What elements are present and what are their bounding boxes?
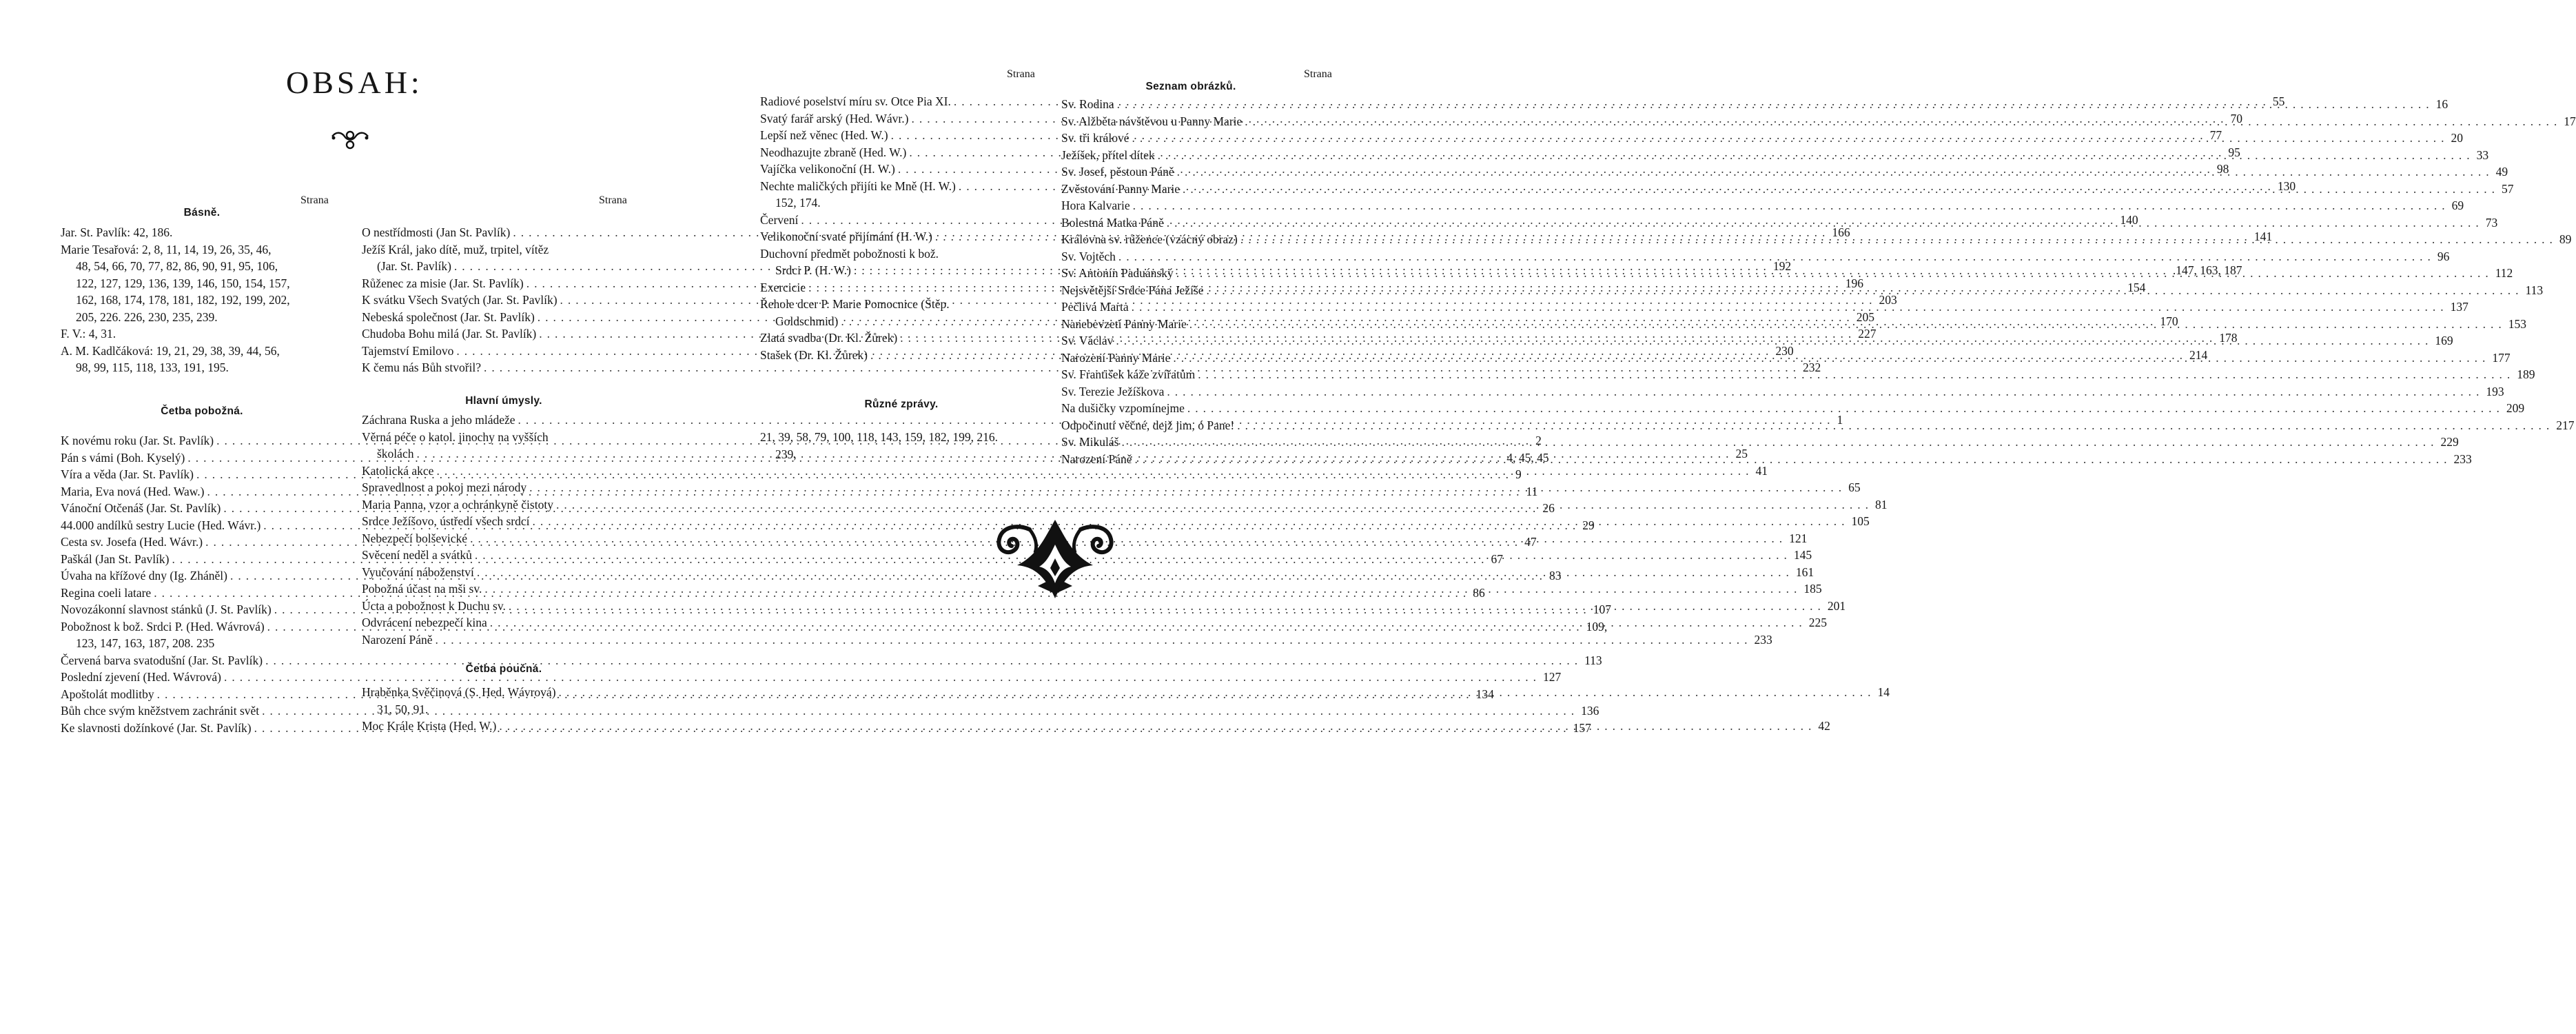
page-number: 26 bbox=[1542, 501, 1555, 515]
page-number: 96 bbox=[2437, 249, 2450, 263]
entry-title: Chudoba Bohu milá (Jar. St. Pavlík) bbox=[362, 327, 537, 341]
toc-entry bbox=[760, 296, 1043, 313]
page-number: 67 bbox=[1491, 551, 1503, 566]
text-line bbox=[61, 275, 343, 292]
entry-title: Duchovní předmět pobožnosti k bož. bbox=[760, 246, 939, 261]
page-number: 107 bbox=[1593, 602, 1611, 616]
dot-leader bbox=[1155, 147, 2475, 164]
page-number: 55 bbox=[2272, 94, 2285, 108]
entry-title: Stašek (Dr. Kl. Žůrek) bbox=[760, 347, 868, 362]
toc-entry bbox=[760, 194, 1043, 212]
entry-title: Hraběnka Svěčinová (S. Hed. Wávrová) bbox=[362, 685, 556, 699]
entry-title: Narození Panny Marie bbox=[1061, 350, 1171, 365]
dot-leader bbox=[527, 479, 1846, 496]
entry-title: Úcta a pobožnost k Duchu sv. bbox=[362, 598, 506, 613]
dot-leader bbox=[1187, 316, 2506, 333]
entry-title: Sv. Rodina bbox=[1061, 97, 1114, 111]
entry-title: K čemu nás Bůh stvořil? bbox=[362, 361, 482, 374]
page-number: 178 bbox=[2219, 331, 2238, 345]
entry-title: Svěcení neděl a svátků bbox=[362, 548, 472, 562]
entry-title: Na dušičky vzpomínejme bbox=[1061, 401, 1185, 415]
entry-title: Sv. Antonín Paduánský bbox=[1061, 266, 1174, 280]
page-number: 233 bbox=[2453, 452, 2472, 466]
entry-title: 31, 50, 91. bbox=[377, 702, 429, 716]
entry-title: Pán s vámi (Boh. Kyselý) bbox=[61, 450, 185, 465]
ruzne-zpravy-list bbox=[760, 429, 1043, 463]
toc-entry bbox=[1061, 400, 2525, 417]
entry-title: Odvrácení nebezpečí kina bbox=[362, 616, 487, 629]
text-line bbox=[61, 359, 343, 376]
entry-title: Srdci P. (H. W.) bbox=[775, 263, 851, 277]
entry-title: K svátku Všech Svatých (Jar. St. Pavlík) bbox=[362, 293, 558, 307]
text-line bbox=[61, 325, 343, 343]
entry-title: Maria Panna, vzor a ochránkyně čistoty bbox=[362, 497, 553, 511]
dot-leader bbox=[496, 718, 1816, 735]
entry-title: Sv. Josef, pěstoun Páně bbox=[1061, 165, 1174, 179]
dot-leader bbox=[467, 530, 1787, 547]
toc-entry bbox=[1061, 434, 2459, 451]
page-number: 230 bbox=[1775, 343, 1794, 358]
page-number: 201 bbox=[1827, 598, 1846, 613]
entry-title: Novozákonní slavnost stánků (J. St. Pavlík) bbox=[61, 602, 272, 616]
toc-entry bbox=[1061, 197, 2464, 214]
entry-title: Červení bbox=[760, 212, 799, 227]
dot-leader bbox=[487, 614, 1807, 631]
page-number: 16 bbox=[2435, 97, 2449, 111]
page-number: 11 bbox=[1526, 484, 1538, 498]
page-number: 77 bbox=[2209, 128, 2222, 142]
entry-title: Exercicie bbox=[760, 280, 806, 294]
page-number: 203 bbox=[1879, 293, 1897, 307]
entry-title: O nestřídmosti (Jan St. Pavlík) bbox=[362, 225, 511, 239]
dot-leader bbox=[472, 547, 1792, 564]
page-number: 214 bbox=[2189, 347, 2208, 362]
entry-title: Spravedlnost a pokoj mezi národy bbox=[362, 480, 527, 494]
page-number: 2 bbox=[1535, 434, 1542, 447]
text-line bbox=[760, 429, 1043, 446]
entry-title: Zlatá svadba (Dr. Kl. Žůrek) bbox=[760, 331, 898, 345]
dot-leader bbox=[482, 580, 1801, 598]
entry-title: Apoštolát modlitby bbox=[61, 687, 154, 701]
dot-leader bbox=[1185, 400, 2504, 417]
entry-title: Ježíšek, přítel dítek bbox=[1061, 148, 1155, 162]
page-number: 70 bbox=[2230, 111, 2242, 125]
entry-title: Růženec za misie (Jar. St. Pavlík) bbox=[362, 276, 524, 290]
entry-title: Víra a věda (Jar. St. Pavlík) bbox=[61, 467, 194, 481]
page-number: 20 bbox=[2451, 131, 2463, 145]
page-number: 145 bbox=[1793, 548, 1812, 562]
page-number: 209 bbox=[2506, 401, 2525, 415]
entry-title: Velikonoční svaté přijímání (H. W.) bbox=[760, 230, 932, 243]
entry-title: 122, 127, 129, 136, 139, 146, 150, 154, 157, bbox=[76, 276, 290, 290]
page-number: 86 bbox=[1473, 585, 1485, 600]
entry-title: Poslední zjevení (Hed. Wávrová) bbox=[61, 670, 221, 684]
entry-title: Bolestná Matka Páně bbox=[1061, 215, 1164, 230]
entry-title: Bůh chce svým kněžstvem zachránit svět bbox=[61, 704, 260, 718]
basne-list bbox=[61, 224, 343, 376]
dot-leader bbox=[1234, 417, 2554, 434]
text-line bbox=[61, 292, 343, 309]
section-heading-hlavni-umysly: Hlavní úmysly. bbox=[465, 395, 542, 407]
dot-leader bbox=[1204, 282, 2524, 299]
dot-leader bbox=[1174, 163, 2494, 181]
page-number: 136 bbox=[1581, 704, 1599, 718]
entry-title: školách bbox=[377, 447, 414, 460]
page-number: 1 bbox=[1837, 413, 1843, 427]
entry-title: Srdce Ježíšovo, ústředí všech srdcí bbox=[362, 514, 530, 528]
section-heading-basne: Básně. bbox=[183, 207, 221, 219]
entry-title: 48, 54, 66, 70, 77, 82, 86, 90, 91, 95, 106, bbox=[76, 259, 278, 273]
dot-leader bbox=[1242, 113, 2562, 130]
dot-leader bbox=[553, 496, 1873, 514]
entry-title: Nebezpečí bolševické bbox=[362, 531, 468, 545]
page-number: 41 bbox=[1755, 463, 1768, 478]
page-number: 205 bbox=[1856, 310, 1875, 324]
text-line bbox=[61, 309, 343, 326]
dot-leader bbox=[1118, 434, 2438, 451]
entry-title: Goldschmid) bbox=[775, 314, 839, 328]
entry-title: 123, 147, 163, 187, 208. 235 bbox=[76, 636, 215, 650]
page-number: 113 bbox=[2525, 283, 2544, 297]
entry-title: Řehole dcer P. Marie Pomocnice (Štěp. bbox=[760, 297, 950, 311]
entry-title: Svatý farář arský (Hed. Wávr.) bbox=[760, 111, 909, 125]
page-number: 232 bbox=[1803, 361, 1821, 374]
entry-title: Nejsvětější Srdce Pána Ježíše bbox=[1061, 283, 1204, 297]
dot-leader bbox=[1114, 96, 2434, 113]
page-number: 170 bbox=[2160, 314, 2178, 328]
page-number: 98 bbox=[2216, 162, 2229, 176]
toc-entry bbox=[362, 241, 646, 258]
page-number: 83 bbox=[1548, 569, 1562, 582]
dot-leader bbox=[1180, 181, 2500, 198]
dot-leader bbox=[1130, 197, 2450, 214]
strana-label: Strana bbox=[599, 194, 627, 206]
page-number: 130 bbox=[2277, 179, 2296, 193]
entry-title: Věrná péče o katol. jinochy na vyšších bbox=[362, 429, 549, 444]
strana-label: Strana bbox=[1304, 68, 1332, 80]
page-number: 193 bbox=[2486, 384, 2504, 398]
page-number: 81 bbox=[1874, 497, 1888, 511]
page-number: 57 bbox=[2502, 181, 2514, 196]
entry-title: Pobožnost k bož. Srdci P. (Hed. Wávrová) bbox=[61, 619, 265, 633]
entry-title: Pobožná účast na mši sv. bbox=[362, 582, 482, 596]
dot-leader bbox=[529, 513, 1849, 530]
entry-title: Moc Krále Krista (Hed. W.) bbox=[362, 719, 497, 733]
page-number: 140 bbox=[2120, 212, 2138, 227]
dot-leader bbox=[1238, 231, 2557, 248]
page-number: 14 bbox=[1877, 685, 1890, 699]
text-line bbox=[61, 241, 343, 258]
toc-entry bbox=[1061, 383, 2504, 401]
entry-title: Vánoční Otčenáš (Jar. St. Pavlík) bbox=[61, 501, 221, 515]
entry-title: Narození Páně bbox=[362, 632, 433, 647]
page-number: 161 bbox=[1795, 565, 1815, 579]
page-number: 157 bbox=[1573, 720, 1591, 735]
entry-title: Úvaha na křížové dny (Ig. Zháněl) bbox=[61, 569, 227, 582]
page-number: 49 bbox=[2495, 165, 2508, 179]
entry-title: 205, 226. 226, 230, 235, 239. bbox=[76, 310, 218, 324]
toc-entry bbox=[1061, 248, 2450, 265]
toc-entry bbox=[362, 701, 646, 718]
entry-title: Sv. tři králové bbox=[1061, 131, 1129, 145]
section-heading-cetba-poucna: Četba poučná. bbox=[465, 663, 542, 675]
entry-title: Ježíš Král, jako dítě, muž, trpitel, vítěz bbox=[362, 242, 549, 256]
entry-title: Radiové poselství míru sv. Otce Pia XI. bbox=[760, 94, 951, 108]
dot-leader bbox=[1170, 349, 2490, 367]
page-number: 69 bbox=[2451, 199, 2464, 212]
strana-label: Strana bbox=[1007, 68, 1035, 80]
entry-title: 239, bbox=[775, 447, 797, 461]
page-number: 95 bbox=[2228, 145, 2240, 159]
entry-title: Nechte maličkých přijíti ke Mně (H. W.) bbox=[760, 179, 956, 193]
text-line bbox=[61, 343, 343, 360]
dot-leader bbox=[1174, 265, 2493, 282]
entry-title: Nanebevzetí Panny Marie bbox=[1061, 316, 1187, 331]
text-line bbox=[61, 258, 343, 275]
page-number: 134 bbox=[1475, 687, 1494, 701]
entry-title: Jar. St. Pavlík: 42, 186. bbox=[61, 225, 173, 239]
section-heading-seznam-obrazku: Seznam obrázků. bbox=[1145, 81, 1236, 92]
dot-leader bbox=[1164, 383, 2484, 401]
toc-entry bbox=[362, 631, 1772, 649]
page-number: 154 bbox=[2127, 280, 2146, 294]
entry-title: Sv. Václav bbox=[1061, 334, 1114, 347]
entry-title: Pečlivá Marta bbox=[1061, 300, 1129, 314]
page-number: 17 bbox=[2564, 114, 2576, 128]
entry-title: Záchrana Ruska a jeho mládeže bbox=[362, 413, 515, 427]
entry-title: 21, 39, 58, 79, 100, 118, 143, 159, 182, 199, 216. bbox=[760, 430, 998, 444]
dot-leader bbox=[474, 564, 1794, 581]
dot-leader bbox=[1132, 451, 2452, 468]
entry-title: 152, 174. bbox=[775, 196, 821, 210]
toc-entry bbox=[362, 463, 1768, 480]
entry-title: Vajíčka velikonoční (H. W.) bbox=[760, 162, 895, 176]
dot-leader bbox=[1129, 298, 2449, 316]
page-number: 47 bbox=[1524, 535, 1537, 549]
dot-leader bbox=[1195, 366, 2515, 383]
toc-entry bbox=[362, 429, 646, 446]
toc-entry bbox=[61, 635, 343, 652]
entry-title: Regina coeli latare bbox=[61, 585, 152, 600]
entry-title: 98, 99, 115, 118, 133, 191, 195. bbox=[76, 361, 229, 374]
page-number: 217 bbox=[2556, 418, 2575, 432]
section-heading-ruzne-zpravy: Různé zprávy. bbox=[864, 398, 939, 410]
entry-title: Červená barva svatodušní (Jar. St. Pavlík) bbox=[61, 653, 263, 667]
page-number: 25 bbox=[1735, 447, 1748, 460]
page-number: 227 bbox=[1858, 327, 1877, 341]
entry-title: Lepší než věnec (Hed. W.) bbox=[760, 128, 888, 142]
page-number: 189 bbox=[2517, 367, 2535, 381]
page-number: 113 bbox=[1584, 653, 1602, 667]
page-number: 137 bbox=[2450, 300, 2468, 314]
entry-title: Cesta sv. Josefa (Hed. Wávr.) bbox=[61, 535, 203, 549]
entry-title: Vyučování náboženství bbox=[362, 565, 474, 579]
entry-title: Sv. Alžběta návštěvou u Panny Marie bbox=[1061, 114, 1243, 128]
small-ornament-icon bbox=[329, 127, 371, 153]
dot-leader bbox=[433, 631, 1752, 649]
page-number: 29 bbox=[1582, 518, 1595, 532]
page-number: 192 bbox=[1772, 259, 1792, 273]
entry-title: Narození Páně bbox=[1061, 452, 1132, 466]
page-number: 177 bbox=[2492, 350, 2511, 365]
entry-title: Sv. Terezie Ježíškova bbox=[1061, 384, 1165, 398]
entry-title: (Jar. St. Pavlík) bbox=[377, 259, 451, 273]
toc-entry bbox=[1061, 417, 2575, 434]
entry-title: 44.000 andílků sestry Lucie (Hed. Wávr.) bbox=[61, 518, 261, 532]
page-number: 112 bbox=[2495, 266, 2513, 280]
page-number: 185 bbox=[1803, 582, 1822, 596]
entry-title: A. M. Kadlčáková: 19, 21, 29, 38, 39, 44, 56, bbox=[61, 343, 280, 358]
entry-title: Marie Tesařová: 2, 8, 11, 14, 19, 26, 35, 46, bbox=[61, 242, 272, 256]
page-number: 153 bbox=[2508, 316, 2526, 331]
dot-leader bbox=[556, 684, 1876, 701]
entry-title: Sv. Mikuláš bbox=[1061, 435, 1119, 449]
entry-title: Zvěstování Panny Marie bbox=[1061, 181, 1180, 196]
entry-title: Ke slavnosti dožínkové (Jar. St. Pavlík) bbox=[61, 720, 252, 735]
dot-leader bbox=[1116, 248, 2435, 265]
dot-leader bbox=[1164, 214, 2484, 232]
page-number: 65 bbox=[1848, 480, 1861, 494]
entry-title: Tajemství Emilovo bbox=[362, 343, 454, 358]
page-number: 121 bbox=[1789, 531, 1808, 545]
page-number: 109, bbox=[1586, 619, 1608, 633]
text-line bbox=[760, 446, 1043, 463]
entry-title: Nebeská společnost (Jar. St. Pavlík) bbox=[362, 310, 535, 324]
page-number: 73 bbox=[2485, 215, 2498, 230]
page-number: 233 bbox=[1754, 632, 1772, 647]
page-number: 105 bbox=[1851, 514, 1870, 528]
entry-title: 162, 168, 174, 178, 181, 182, 192, 199, 202, bbox=[76, 293, 290, 307]
entry-title: Sv. Vojtěch bbox=[1061, 249, 1116, 263]
dot-leader bbox=[1129, 130, 2449, 147]
entry-title: Maria, Eva nová (Hed. Waw.) bbox=[61, 484, 205, 498]
entry-title: Hora Kalvarie bbox=[1061, 199, 1130, 212]
entry-title: F. V.: 4, 31. bbox=[61, 327, 116, 341]
dot-leader bbox=[1113, 332, 2433, 349]
page-number: 89 bbox=[2559, 232, 2572, 246]
page-number: 166 bbox=[1832, 225, 1850, 239]
entry-title: Katolická akce bbox=[362, 463, 434, 478]
page-number: 4, 45, 45 bbox=[1506, 450, 1549, 465]
entry-title: Neodhazujte zbraně (Hed. W.) bbox=[760, 145, 907, 159]
decorative-ornament-icon bbox=[990, 517, 1121, 600]
page-number: 141 bbox=[2253, 230, 2273, 243]
page-number: 127 bbox=[1542, 670, 1562, 684]
strana-label: Strana bbox=[300, 194, 329, 206]
page-number: 33 bbox=[2476, 148, 2489, 162]
entry-title: Sv. František káže zvířatům bbox=[1061, 367, 1196, 381]
page-number: .147, 163, 187 bbox=[2172, 263, 2242, 277]
entry-title: Královna sv. růžence (vzácný obraz) bbox=[1061, 232, 1238, 246]
page-number: 225 bbox=[1808, 616, 1827, 629]
text-line bbox=[61, 224, 343, 241]
page-number: 196 bbox=[1845, 276, 1863, 290]
entry-title: Paškál (Jan St. Pavlík) bbox=[61, 551, 170, 566]
page-title: OBSAH: bbox=[286, 65, 423, 100]
page-number: 169 bbox=[2435, 334, 2453, 347]
section-heading-cetba-pobozna: Četba pobožná. bbox=[161, 405, 243, 417]
toc-entry bbox=[760, 245, 1043, 263]
dot-leader bbox=[506, 598, 1826, 615]
page-number: 229 bbox=[2440, 435, 2459, 449]
entry-title: K novému roku (Jar. St. Pavlík) bbox=[61, 434, 214, 447]
entry-title: Odpočinutí věčné, dejž jim, ó Pane! bbox=[1061, 418, 1235, 432]
page-number: 9 bbox=[1515, 467, 1522, 481]
page-number: 42 bbox=[1818, 719, 1830, 733]
